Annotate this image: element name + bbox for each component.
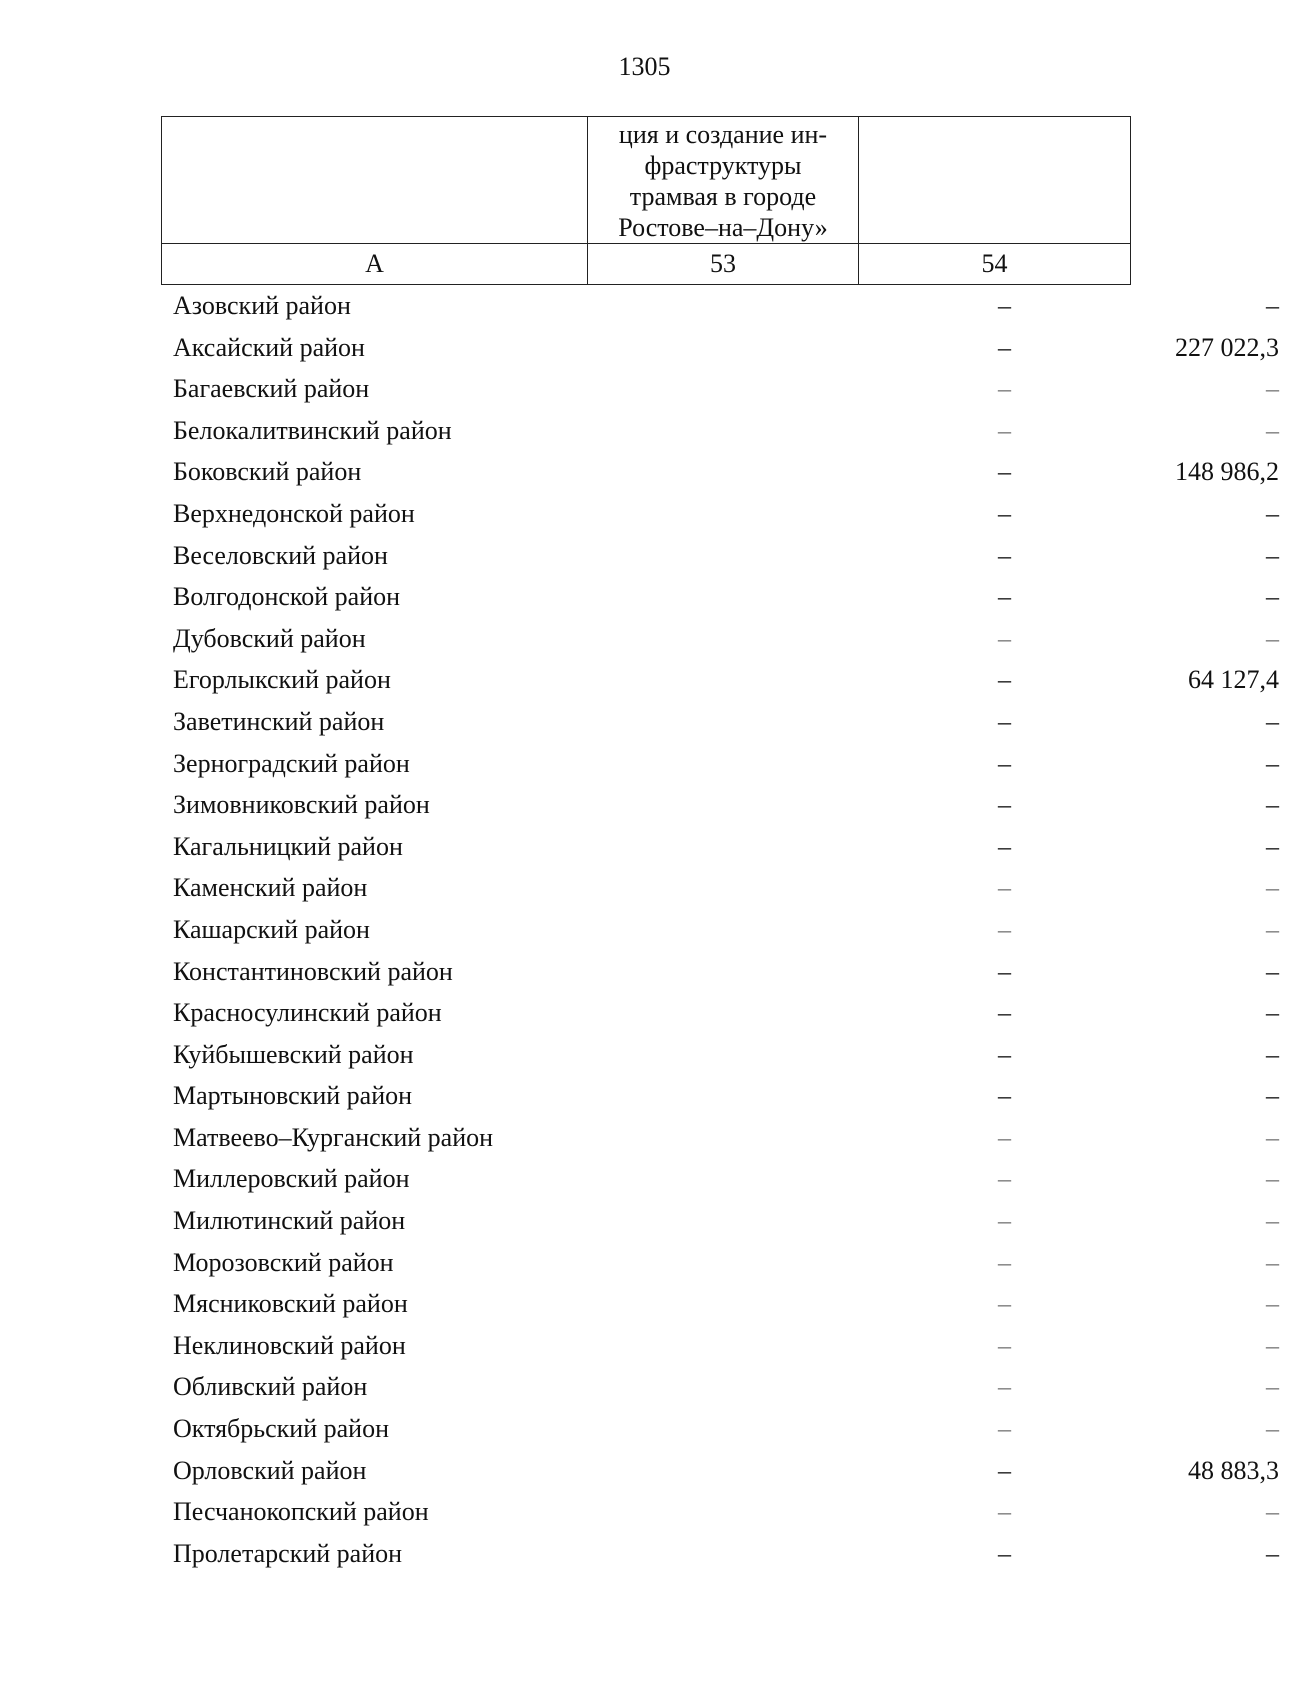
value-col54: – [1266,1289,1279,1319]
table-row [161,1243,1279,1285]
table-row [161,827,1279,869]
value-col54: – [1266,998,1279,1028]
district-name: Неклиновский район [173,1330,406,1360]
header-cell-col53-title [588,117,859,244]
district-name: Верхнедонской район [173,498,415,528]
table-row [161,1118,1279,1160]
district-name: Миллеровский район [173,1164,410,1194]
value-col53: – [998,1081,1011,1111]
value-col53: – [998,706,1011,736]
value-col53: – [998,332,1011,362]
district-name: Волгодонской район [173,582,401,612]
value-col53: – [998,998,1011,1028]
district-name: Егорлыкский район [173,665,391,695]
value-col54: 148 986,2 [1175,457,1279,487]
value-col54: – [1266,1414,1279,1444]
value-col53: – [998,1247,1011,1277]
value-col53: – [998,1164,1011,1194]
value-col53: – [998,374,1011,404]
value-col53: – [998,873,1011,903]
page-number: 1305 [618,52,671,81]
district-name: Боковский район [173,457,362,487]
district-name: Константиновский район [173,956,453,986]
district-name: Аксайский район [173,332,365,362]
value-col54: – [1266,706,1279,736]
column-label-a: А [162,244,588,285]
value-col54: – [1266,540,1279,570]
value-col54: – [1266,498,1279,528]
table-row [161,1534,1279,1576]
table-row [161,369,1279,411]
value-col53: – [998,1289,1011,1319]
value-col53: – [998,1372,1011,1402]
district-name: Багаевский район [173,374,370,404]
table-header [161,116,1131,285]
header-title-line: трамвая в городе [629,182,817,211]
value-col54: – [1266,790,1279,820]
district-name: Дубовский район [173,623,366,653]
header-cell-empty-c [859,117,1131,244]
table-row [161,577,1279,619]
table-row [161,1076,1279,1118]
header-title-row [162,117,1131,244]
value-col53: – [998,1039,1011,1069]
value-col54: 64 127,4 [1188,665,1279,695]
value-col53: – [998,1330,1011,1360]
table-body [161,286,1279,1575]
table-row [161,660,1279,702]
value-col54: – [1266,582,1279,612]
value-col53: – [998,1206,1011,1236]
value-col54: – [1266,1538,1279,1568]
value-col54: – [1266,873,1279,903]
value-col54: – [1266,1497,1279,1527]
value-col54: – [1266,1122,1279,1152]
column-label-53: 53 [588,244,859,285]
table-row [161,868,1279,910]
value-col53: – [998,748,1011,778]
table-row [161,1201,1279,1243]
value-col53: – [998,582,1011,612]
table-row [161,1409,1279,1451]
value-col53: – [998,1414,1011,1444]
header-title-line: фраструктуры [644,151,802,180]
district-name: Морозовский район [173,1247,394,1277]
district-name: Заветинский район [173,706,385,736]
value-col53: – [998,540,1011,570]
district-name: Куйбышевский район [173,1039,414,1069]
value-col54: – [1266,1372,1279,1402]
table-row [161,1326,1279,1368]
table-row [161,452,1279,494]
value-col53: – [998,623,1011,653]
table-row [161,1451,1279,1493]
value-col54: 48 883,3 [1188,1455,1279,1485]
district-name: Зимовниковский район [173,790,430,820]
district-name: Матвеево–Курганский район [173,1122,494,1152]
district-name: Красносулинский район [173,998,442,1028]
table-row [161,785,1279,827]
table-row [161,1159,1279,1201]
value-col54: – [1266,1247,1279,1277]
table-row [161,1284,1279,1326]
header-number-row [162,244,1131,285]
column-label-54: 54 [859,244,1131,285]
value-col53: – [998,790,1011,820]
header-cell-empty-a [162,117,588,244]
district-name: Орловский район [173,1455,367,1485]
value-col53: – [998,665,1011,695]
table-row [161,993,1279,1035]
value-col53: – [998,291,1011,320]
value-col53: – [998,457,1011,487]
value-col53: – [998,415,1011,445]
value-col53: – [998,1497,1011,1527]
district-name: Мартыновский район [173,1081,413,1111]
district-name: Кагальницкий район [173,831,403,861]
table-row [161,952,1279,994]
value-col53: – [998,956,1011,986]
value-col54: – [1266,914,1279,944]
table-row [161,702,1279,744]
value-col54: – [1266,1081,1279,1111]
table-row [161,411,1279,453]
value-col54: – [1266,415,1279,445]
header-title-line: ция и создание ин- [618,120,828,149]
value-col54: – [1266,623,1279,653]
table-row [161,619,1279,661]
value-col53: – [998,498,1011,528]
value-col53: – [998,1122,1011,1152]
header-title-line: Ростове–на–Дону» [618,213,828,242]
table-row [161,1367,1279,1409]
district-name: Белокалитвинский район [173,415,452,445]
table-row [161,744,1279,786]
value-col54: – [1266,1330,1279,1360]
table-row [161,328,1279,370]
district-name: Песчанокопский район [173,1497,429,1527]
value-col54: – [1266,374,1279,404]
value-col54: – [1266,956,1279,986]
value-col53: – [998,1455,1011,1485]
value-col54: – [1266,831,1279,861]
table-row [161,1035,1279,1077]
value-col53: – [998,914,1011,944]
district-name: Мясниковский район [173,1289,408,1319]
district-name: Каменский район [173,873,368,903]
district-name: Обливский район [173,1372,368,1402]
district-name: Веселовский район [173,540,388,570]
district-name: Октябрьский район [173,1414,389,1444]
value-col54: – [1266,748,1279,778]
value-col54: – [1266,1164,1279,1194]
table-row [161,286,1279,328]
value-col54: – [1266,1206,1279,1236]
table-row [161,536,1279,578]
district-name: Кашарский район [173,914,370,944]
district-name: Милютинский район [173,1206,406,1236]
table-row [161,910,1279,952]
value-col54: – [1266,1039,1279,1069]
table-row [161,494,1279,536]
district-name: Зерноградский район [173,748,410,778]
table-row [161,1492,1279,1534]
value-col54: 227 022,3 [1175,332,1279,362]
value-col53: – [998,831,1011,861]
district-name: Азовский район [173,291,351,320]
value-col54: – [1266,291,1279,320]
district-name: Пролетарский район [173,1538,403,1568]
value-col53: – [998,1538,1011,1568]
